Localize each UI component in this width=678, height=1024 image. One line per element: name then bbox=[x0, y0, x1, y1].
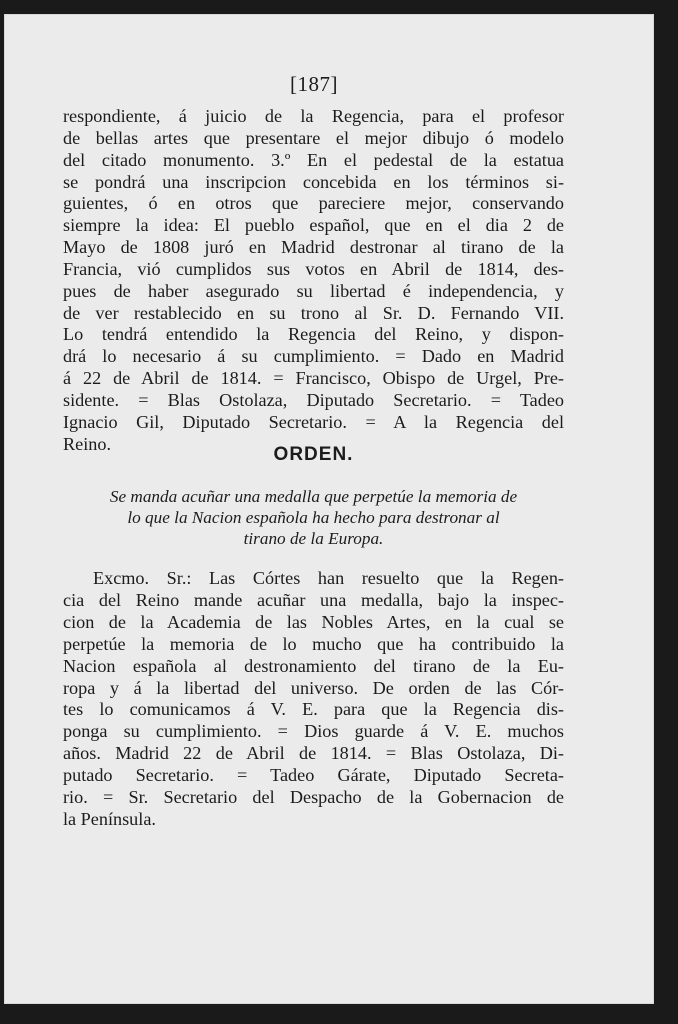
text-line: ropa y á la libertad del universo. De orden de las Cór- bbox=[63, 677, 564, 698]
text-line: Nacion española al destronamiento del tirano de la Eu- bbox=[63, 655, 564, 676]
summary-line: lo que la Nacion española ha hecho para destronar al bbox=[127, 508, 500, 527]
text-line: se pondrá una inscripcion concebida en los términos si- bbox=[63, 171, 564, 192]
summary-line: Se manda acuñar una medalla que perpetúe la memoria de bbox=[109, 487, 518, 506]
text-line: perpetúe la memoria de lo mucho que ha contribuido la bbox=[63, 633, 564, 654]
text-line: del citado monumento. 3.º En el pedestal de la estatua bbox=[63, 149, 564, 170]
text-line: rio. = Sr. Secretario del Despacho de la Gobernacion de bbox=[63, 787, 564, 808]
text-line: Lo tendrá entendido la Regencia del Reino, y dispon- bbox=[63, 324, 564, 345]
text-line: sidente. = Blas Ostolaza, Diputado Secretario. = Tadeo bbox=[63, 389, 564, 410]
text-line: drá lo necesario á su cumplimiento. = Dado en Madrid bbox=[63, 346, 564, 367]
text-line: años. Madrid 22 de Abril de 1814. = Blas Ostolaza, Di- bbox=[63, 743, 564, 764]
summary-line: tirano de la Europa. bbox=[243, 529, 384, 548]
text-line: guientes, ó en otros que pareciere mejor, conservando bbox=[63, 193, 564, 214]
text-line: tes lo comunicamos á V. E. para que la Regencia dis- bbox=[63, 699, 564, 720]
decree-paragraph bbox=[63, 106, 564, 456]
order-paragraph bbox=[63, 568, 564, 831]
text-line: ponga su cumplimiento. = Dios guarde á V. E. muchos bbox=[63, 721, 564, 742]
text-line: cia del Reino mande acuñar una medalla, bajo la inspec- bbox=[63, 589, 564, 610]
document-page bbox=[4, 14, 654, 1004]
text-line: pues de haber asegurado su libertad é independencia, y bbox=[63, 280, 564, 301]
text-line: Ignacio Gil, Diputado Secretario. = A la Regencia del bbox=[63, 411, 564, 432]
text-line: Reino. bbox=[63, 433, 111, 454]
page-number: [187] bbox=[290, 72, 338, 96]
text-line: cion de la Academia de las Nobles Artes, en la cual se bbox=[63, 611, 564, 632]
order-summary bbox=[63, 486, 564, 549]
text-line: de ver restablecido en su trono al Sr. D. Fernando VII. bbox=[63, 302, 564, 323]
text-line: Mayo de 1808 juró en Madrid destronar al tirano de la bbox=[63, 237, 564, 258]
section-heading: ORDEN. bbox=[273, 444, 354, 465]
text-line: de bellas artes que presentare el mejor dibujo ó modelo bbox=[63, 127, 564, 148]
text-line: á 22 de Abril de 1814. = Francisco, Obispo de Urgel, Pre- bbox=[63, 368, 564, 389]
text-line: Excmo. Sr.: Las Córtes han resuelto que la Regen- bbox=[93, 568, 564, 588]
text-line: siempre la idea: El pueblo español, que en el dia 2 de bbox=[63, 215, 564, 236]
text-line: la Península. bbox=[63, 808, 156, 829]
text-line: Francia, vió cumplidos sus votos en Abril de 1814, des- bbox=[63, 258, 564, 279]
text-line: respondiente, á juicio de la Regencia, para el profesor bbox=[63, 106, 564, 126]
text-line: putado Secretario. = Tadeo Gárate, Diputado Secreta- bbox=[63, 765, 564, 786]
